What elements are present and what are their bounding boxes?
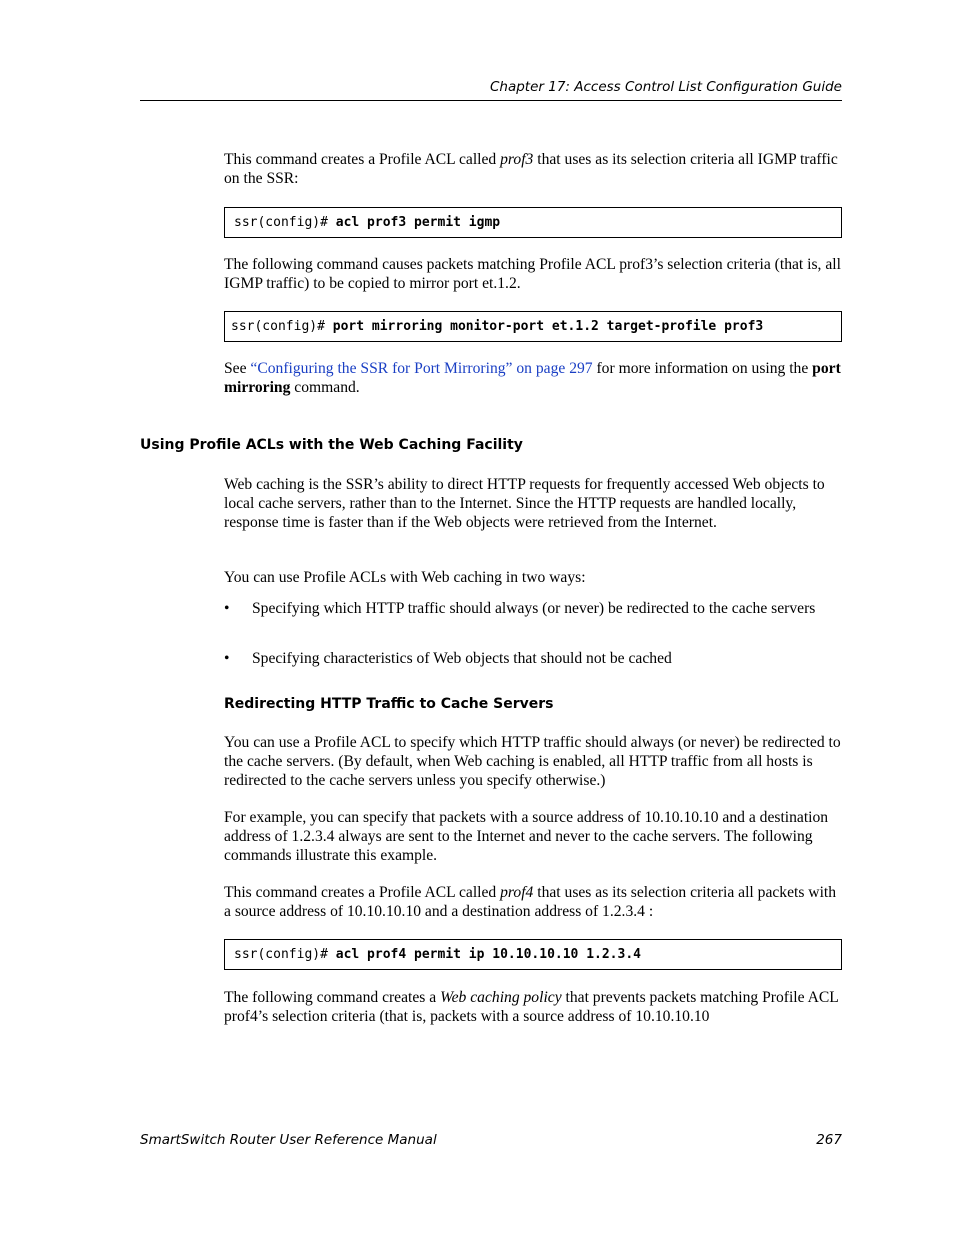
command-name: port mirroring (224, 360, 841, 396)
code-block-acl-prof4 (224, 939, 842, 970)
paragraph-see-also (224, 359, 842, 397)
header-rule (140, 100, 842, 101)
cli-command: acl prof4 permit ip 10.10.10.10 1.2.3.4 (335, 947, 641, 962)
cli-command: port mirroring monitor-port et.1.2 target-profile prof3 (332, 319, 764, 334)
paragraph-web-caching-policy (224, 988, 842, 1026)
section-heading: Using Profile ACLs with the Web Caching Facility (140, 437, 523, 453)
page-number: 267 (816, 1132, 842, 1148)
list-item-text: Specifying characteristics of Web objects that should not be cached (252, 650, 672, 667)
cross-reference-link[interactable]: “Configuring the SSR for Port Mirroring” on page 297 (250, 360, 593, 377)
text: for more information on using the (592, 360, 813, 377)
list-item-text: Specifying which HTTP traffic should always (or never) be redirected to the cache servers (252, 600, 816, 617)
text: This command creates a Profile ACL called (224, 151, 501, 168)
text: that uses as its selection criteria all IGMP traffic on the SSR: (224, 151, 838, 187)
paragraph-mirror: The following command causes packets matching Profile ACL prof3’s selection criteria (that is, all IGMP traffic) to be copied to mirror port et.1.2. (224, 256, 841, 292)
cli-command: acl prof3 permit igmp (335, 215, 501, 230)
paragraph-redirect: You can use a Profile ACL to specify which HTTP traffic should always (or never) be redirected to the cache servers. (By default, when Web caching is enabled, all HTTP traffic from all hosts is redirected to the cache servers unless you specify otherwise.) (224, 734, 841, 789)
text: The following command creates a (224, 989, 441, 1006)
paragraph-web-caching: Web caching is the SSR’s ability to direct HTTP requests for frequently accessed Web objects to local cache servers, rather than to the Internet. Since the HTTP requests are handled locally, response time is faster than if the Web objects were retrieved from the Internet. (224, 476, 825, 531)
policy-term: Web caching policy (440, 989, 562, 1006)
paragraph-example: For example, you can specify that packets with a source address of 10.10.10.10 and a destination address of 1.2.3.4 always are sent to the Internet and never to the cache servers. The following commands illustrate this example. (224, 809, 829, 864)
code-block-acl-prof3 (224, 207, 842, 238)
subsection-heading: Redirecting HTTP Traffic to Cache Servers (224, 696, 554, 712)
bullet-icon: • (224, 650, 230, 667)
cli-prompt: ssr(config)# (234, 947, 336, 962)
paragraph-prof3-intro (224, 150, 842, 188)
running-header: Chapter 17: Access Control List Configuration Guide (489, 79, 842, 95)
acl-name: prof4 (500, 884, 534, 901)
text: command. (290, 379, 360, 396)
text: See (224, 360, 251, 377)
text: This command creates a Profile ACL called (224, 884, 501, 901)
paragraph-two-ways: You can use Profile ACLs with Web caching in two ways: (224, 569, 586, 586)
cli-prompt: ssr(config)# (234, 215, 336, 230)
cli-prompt: ssr(config)# (231, 319, 333, 334)
text: that prevents packets matching Profile ACL prof4’s selection criteria (that is, packets with a source address of 10.10.10.10 (224, 989, 839, 1025)
bullet-icon: • (224, 600, 230, 617)
paragraph-prof4-intro (224, 883, 842, 921)
acl-name: prof3 (500, 151, 534, 168)
text: that uses as its selection criteria all packets with a source address of 10.10.10.10 and a destination address of 1.2.3.4 : (224, 884, 837, 920)
footer-title: SmartSwitch Router User Reference Manual (140, 1132, 437, 1148)
code-block-port-mirroring (224, 311, 842, 342)
